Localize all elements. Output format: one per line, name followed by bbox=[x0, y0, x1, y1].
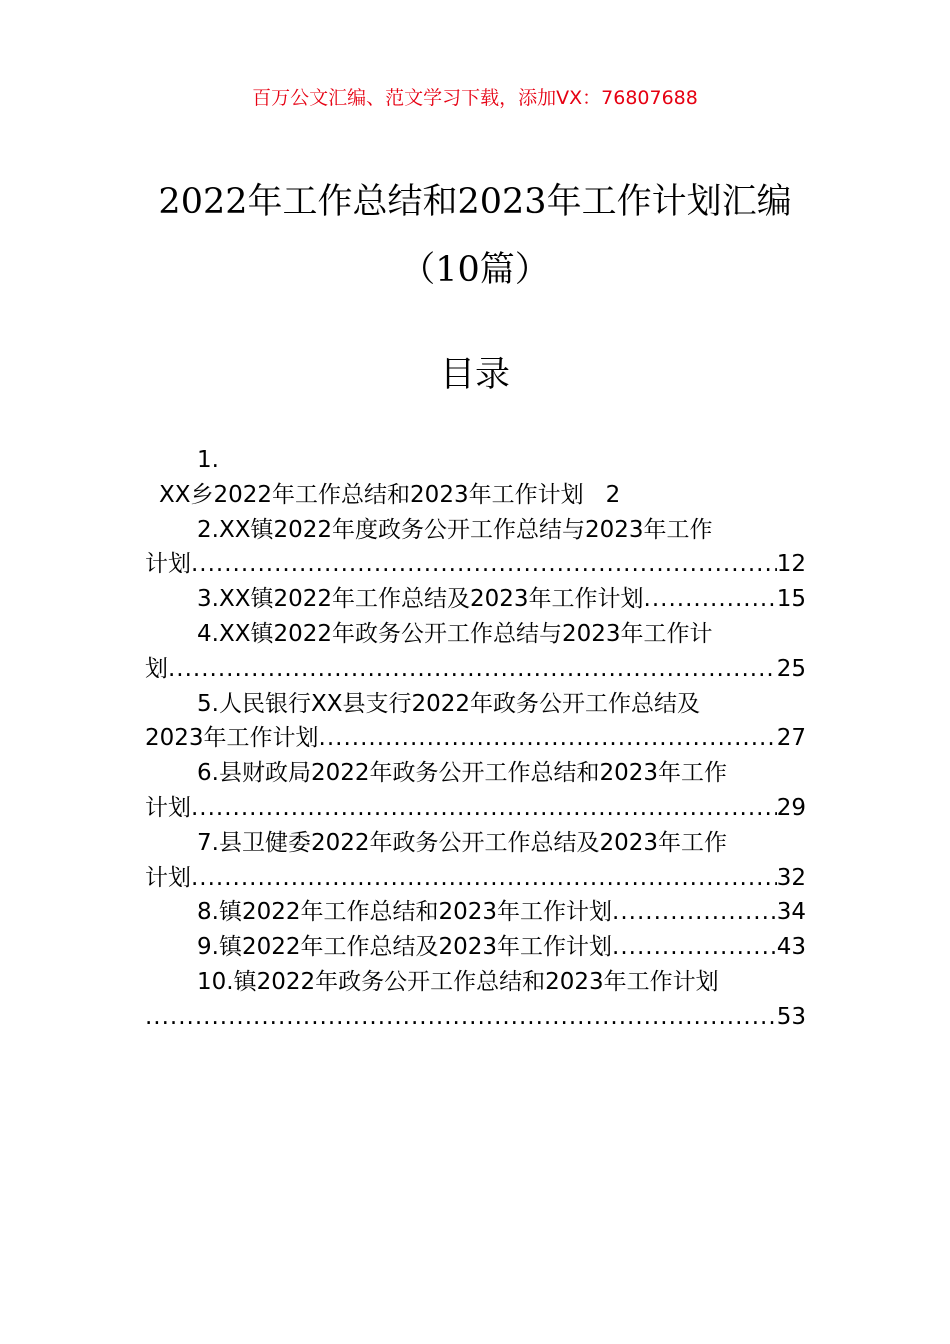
toc-entry-1-number[interactable] bbox=[145, 443, 806, 478]
document-subtitle: （10篇） bbox=[400, 250, 550, 290]
toc-entry-label: 8.镇2022年工作总结和2023年工作计划 bbox=[197, 899, 613, 926]
toc-entry-4-cont[interactable] bbox=[145, 652, 806, 687]
toc-entry-2[interactable] bbox=[145, 513, 806, 548]
toc-page-number: 29 bbox=[776, 794, 806, 821]
toc-entry-label: 2.XX镇2022年度政务公开工作总结与2023年工作 bbox=[197, 516, 713, 543]
toc-entry-9[interactable] bbox=[145, 930, 806, 965]
toc-entry-label: 5.人民银行XX县支行2022年政务公开工作总结及 bbox=[197, 690, 700, 717]
toc-entry-4[interactable] bbox=[145, 617, 806, 652]
toc-leader-dots bbox=[319, 721, 777, 756]
toc-page-number: 15 bbox=[776, 586, 806, 613]
toc-entry-6[interactable] bbox=[145, 756, 806, 791]
toc-entry-label: 划 bbox=[145, 655, 168, 682]
document-title: 2022年工作总结和2023年工作计划汇编 bbox=[158, 182, 792, 222]
toc-leader-dots bbox=[145, 1000, 777, 1035]
toc-page-number: 2 bbox=[605, 481, 621, 508]
toc-leader-dots bbox=[644, 582, 777, 617]
watermark-text: 百万公文汇编、范文学习下载，添加VX：76807688 bbox=[252, 87, 698, 109]
toc-page-number: 12 bbox=[776, 551, 806, 578]
toc-page-number: 25 bbox=[776, 655, 806, 682]
toc-entry-label: XX乡2022年工作总结和2023年工作计划 bbox=[159, 481, 584, 508]
toc-leader-dots bbox=[191, 547, 777, 582]
toc-entry-label: 10.镇2022年政务公开工作总结和2023年工作计划 bbox=[197, 968, 719, 995]
toc-entry-3[interactable] bbox=[145, 582, 806, 617]
toc-leader-dots bbox=[191, 861, 777, 896]
toc-page-number: 53 bbox=[776, 1003, 806, 1030]
toc-entry-2-cont[interactable] bbox=[145, 547, 806, 582]
toc-leader-dots bbox=[191, 791, 777, 826]
toc-entry-label: 6.县财政局2022年政务公开工作总结和2023年工作 bbox=[197, 760, 728, 787]
toc-entry-7[interactable] bbox=[145, 826, 806, 861]
toc-page-number: 34 bbox=[776, 899, 806, 926]
toc-entry-label: 1. bbox=[197, 447, 219, 473]
toc-leader-dots bbox=[612, 895, 777, 930]
toc-leader-dots bbox=[168, 652, 777, 687]
toc-entry-label: 计划 bbox=[145, 551, 191, 578]
toc-entry-8[interactable] bbox=[145, 895, 806, 930]
toc-entry-10-cont[interactable] bbox=[145, 1000, 806, 1035]
table-of-contents bbox=[145, 443, 806, 1035]
toc-entry-label: 7.县卫健委2022年政务公开工作总结及2023年工作 bbox=[197, 829, 728, 856]
toc-entry-5-cont[interactable] bbox=[145, 721, 806, 756]
toc-entry-label: 3.XX镇2022年工作总结及2023年工作计划 bbox=[197, 586, 644, 613]
toc-entry-label: 计划 bbox=[145, 794, 191, 821]
toc-entry-5[interactable] bbox=[145, 687, 806, 722]
toc-entry-label: 2023年工作计划 bbox=[145, 725, 319, 752]
toc-leader-dots bbox=[612, 930, 777, 965]
toc-page-number: 32 bbox=[776, 864, 806, 891]
toc-entry-7-cont[interactable] bbox=[145, 861, 806, 896]
toc-entry-1-title[interactable] bbox=[145, 478, 806, 513]
toc-entry-10[interactable] bbox=[145, 965, 806, 1000]
toc-heading: 目录 bbox=[439, 355, 510, 395]
toc-entry-6-cont[interactable] bbox=[145, 791, 806, 826]
toc-entry-label: 4.XX镇2022年政务公开工作总结与2023年工作计 bbox=[197, 620, 713, 647]
toc-page-number: 27 bbox=[776, 725, 806, 752]
toc-entry-label: 计划 bbox=[145, 864, 191, 891]
toc-page-number: 43 bbox=[776, 934, 806, 961]
toc-entry-label: 9.镇2022年工作总结及2023年工作计划 bbox=[197, 934, 613, 961]
